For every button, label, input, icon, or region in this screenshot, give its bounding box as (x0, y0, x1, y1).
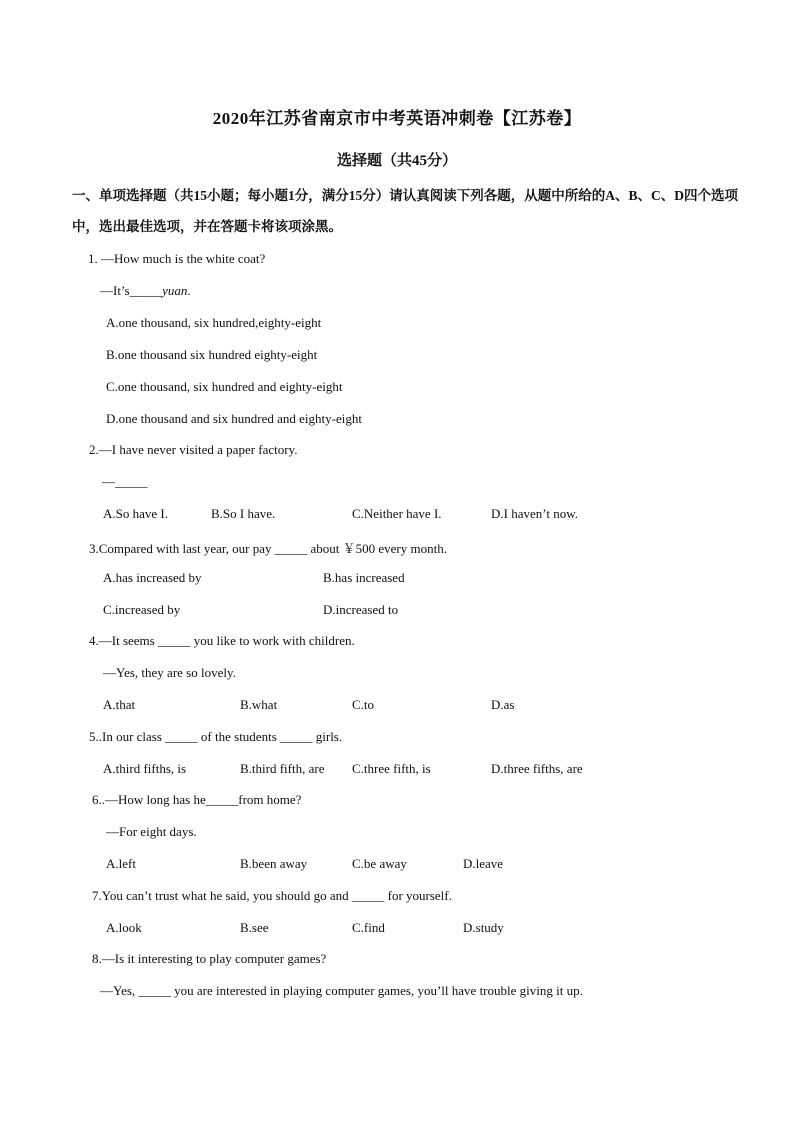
option-a: A.look (106, 920, 142, 935)
question-stem: —I have never visited a paper factory. (98, 442, 298, 457)
option-b: B.been away (240, 856, 308, 871)
question-1-answer-line (100, 283, 191, 299)
option-b: B.see (240, 920, 269, 935)
question-number: 8. (92, 951, 102, 966)
option-b: B.third fifth, are (240, 761, 325, 776)
question-7 (92, 888, 452, 904)
option-a: A.So have I. (103, 506, 168, 521)
option-d: D.increased to (323, 602, 399, 617)
option-b: B.one thousand six hundred eighty-eight (106, 347, 318, 362)
option-c: C.three fifth, is (352, 761, 431, 776)
option-c: C.be away (352, 856, 407, 871)
option-b: B.So I have. (211, 506, 276, 521)
question-stem: .In our class _____ of the students _____ girls. (98, 729, 343, 744)
option-b: B.what (240, 697, 278, 712)
question-number: 2. (89, 442, 99, 457)
question-number: 1. (88, 251, 101, 266)
question-number: 5. (89, 729, 99, 744)
option-d: D.I haven’t now. (491, 506, 579, 521)
option-d: D.as (491, 697, 515, 712)
question-number: 7. (92, 888, 102, 903)
question-number: 4. (89, 633, 99, 648)
option-b: B.has increased (323, 570, 405, 585)
question-6-answer-line: —For eight days. (106, 824, 197, 839)
section-subtitle: 选择题（共45分） (336, 153, 457, 169)
answer-suffix: . (187, 283, 191, 298)
option-c: C.Neither have I. (352, 506, 442, 521)
option-a: A.has increased by (103, 570, 202, 585)
option-a: A.third fifths, is (103, 761, 187, 776)
answer-unit: yuan (162, 283, 188, 298)
question-4-answer-line: —Yes, they are so lovely. (103, 665, 236, 680)
section-instruction: 一、单项选择题（共15小题；每小题1分，满分15分）请认真阅读下列各题，从题中所给的A、B、C、D四个选项中，选出最佳选项，并在答题卡将该项涂黑。 (72, 188, 739, 234)
answer-prefix: —It’s_____ (100, 283, 163, 298)
option-a: A.left (106, 856, 136, 871)
page-title: 2020年江苏省南京市中考英语冲刺卷【江苏卷】 (212, 109, 582, 128)
question-6 (92, 792, 301, 808)
question-stem: —It seems _____ you like to work with children. (98, 633, 355, 648)
option-d: D.leave (463, 856, 504, 871)
question-2 (89, 442, 298, 458)
option-c: C.one thousand, six hundred and eighty-eight (106, 379, 343, 394)
question-number: 6. (92, 792, 102, 807)
question-2-answer-line: —_____ (102, 474, 148, 489)
option-c: C.increased by (103, 602, 181, 617)
question-stem: —How much is the white coat? (101, 251, 266, 266)
question-5 (89, 729, 342, 745)
option-a: A.one thousand, six hundred,eighty-eight (106, 315, 322, 330)
question-1 (88, 251, 265, 267)
option-d: D.one thousand and six hundred and eighty-eight (106, 411, 362, 426)
question-stem: Compared with last year, our pay _____ about ￥500 every month. (98, 541, 447, 556)
option-d: D.study (463, 920, 504, 935)
option-d: D.three fifths, are (491, 761, 583, 776)
question-3 (89, 538, 447, 557)
question-stem: —Is it interesting to play computer games? (101, 951, 327, 966)
option-a: A.that (103, 697, 136, 712)
question-stem: .—How long has he_____from home? (101, 792, 302, 807)
question-8-answer-line: —Yes, _____ you are interested in playing computer games, you’ll have trouble giving it up. (100, 983, 583, 998)
option-c: C.find (352, 920, 385, 935)
option-c: C.to (352, 697, 375, 712)
question-number: 3. (89, 541, 99, 556)
question-4 (89, 633, 355, 649)
question-8 (92, 951, 326, 967)
question-stem: You can’t trust what he said, you should go and _____ for yourself. (101, 888, 452, 903)
